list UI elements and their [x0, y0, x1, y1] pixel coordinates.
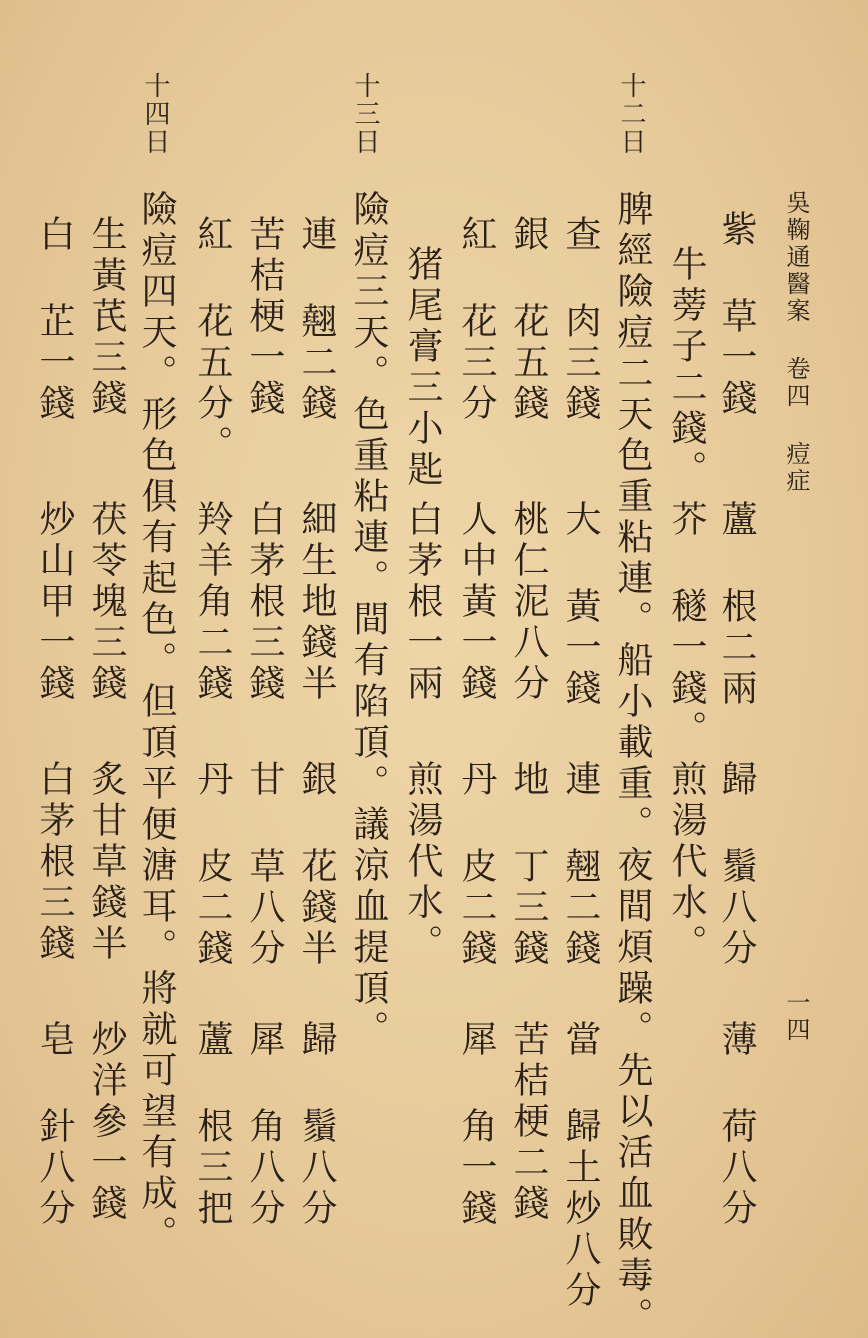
herb-item: 地 丁三錢 [508, 760, 549, 970]
herb-item: 白茅根一兩 [402, 500, 443, 705]
herb-item: 犀 角一錢 [456, 1020, 497, 1230]
herb-item: 苦桔梗二錢 [508, 1020, 549, 1225]
herb-item: 銀 花錢半 [296, 760, 337, 970]
herb-item: 大 黃一錢 [560, 500, 601, 710]
entry-text: 險痘三天。色重粘連。間有陷頂。議涼血提頂。 [348, 190, 389, 1051]
herb-item: 生黃芪三錢 [86, 215, 127, 420]
entry-text: 脾經險痘二天色重粘連。船小載重。夜間煩躁。先以活血敗毒。 [612, 190, 653, 1338]
herb-item: 茯苓塊三錢 [86, 500, 127, 705]
herb-item: 紅 花五分。 [192, 215, 233, 466]
herb-item: 牛蒡子二錢。 [666, 245, 707, 491]
entry-text: 險痘四天。形色俱有起色。但頂平便溏耳。將就可望有成。 [136, 190, 177, 1256]
herb-item: 蘆 根二兩 [716, 500, 757, 710]
herb-item: 當 歸土炒八分 [560, 1020, 601, 1312]
herb-item: 連 翹二錢 [560, 760, 601, 970]
herb-item: 白 芷一錢 [34, 215, 75, 425]
herb-item: 犀 角八分 [244, 1020, 285, 1230]
herb-item: 甘 草八分 [244, 760, 285, 970]
herb-item: 紫 草一錢 [716, 210, 757, 420]
herb-item: 白茅根三錢 [244, 500, 285, 705]
herb-item: 連 翹二錢 [296, 215, 337, 425]
herb-item: 煎湯代水。 [666, 760, 707, 965]
herb-item: 白茅根三錢 [34, 760, 75, 965]
running-title: 吳鞠通醫案 卷四 痘症 [782, 190, 810, 495]
herb-item: 人中黃一錢 [456, 500, 497, 705]
herb-item: 薄 荷八分 [716, 1020, 757, 1230]
herb-item: 煎湯代水。 [402, 760, 443, 965]
herb-item: 皂 針八分 [34, 1020, 75, 1230]
page-number: 一四 [782, 990, 810, 1044]
herb-item: 炒山甲一錢 [34, 500, 75, 705]
herb-item: 羚羊角二錢 [192, 500, 233, 705]
herb-item: 丹 皮二錢 [456, 760, 497, 970]
herb-item: 桃仁泥八分 [508, 500, 549, 705]
herb-item: 猪尾膏三小匙 [402, 245, 443, 491]
herb-item: 細生地錢半 [296, 500, 337, 705]
herb-item: 銀 花五錢 [508, 215, 549, 425]
herb-item: 炙甘草錢半 [86, 760, 127, 965]
herb-item: 芥 穟一錢。 [666, 500, 707, 751]
herb-item: 歸 鬚八分 [296, 1020, 337, 1230]
herb-item: 丹 皮二錢 [192, 760, 233, 970]
herb-item: 查 肉三錢 [560, 215, 601, 425]
herb-item: 苦桔梗一錢 [244, 215, 285, 420]
entry-date: 十二日 [616, 72, 646, 156]
herb-item: 蘆 根三把 [192, 1020, 233, 1230]
herb-item: 紅 花三分 [456, 215, 497, 425]
herb-item: 炒洋參一錢 [86, 1020, 127, 1225]
entry-date: 十三日 [350, 72, 380, 156]
entry-date: 十四日 [140, 72, 170, 156]
herb-item: 歸 鬚八分 [716, 760, 757, 970]
